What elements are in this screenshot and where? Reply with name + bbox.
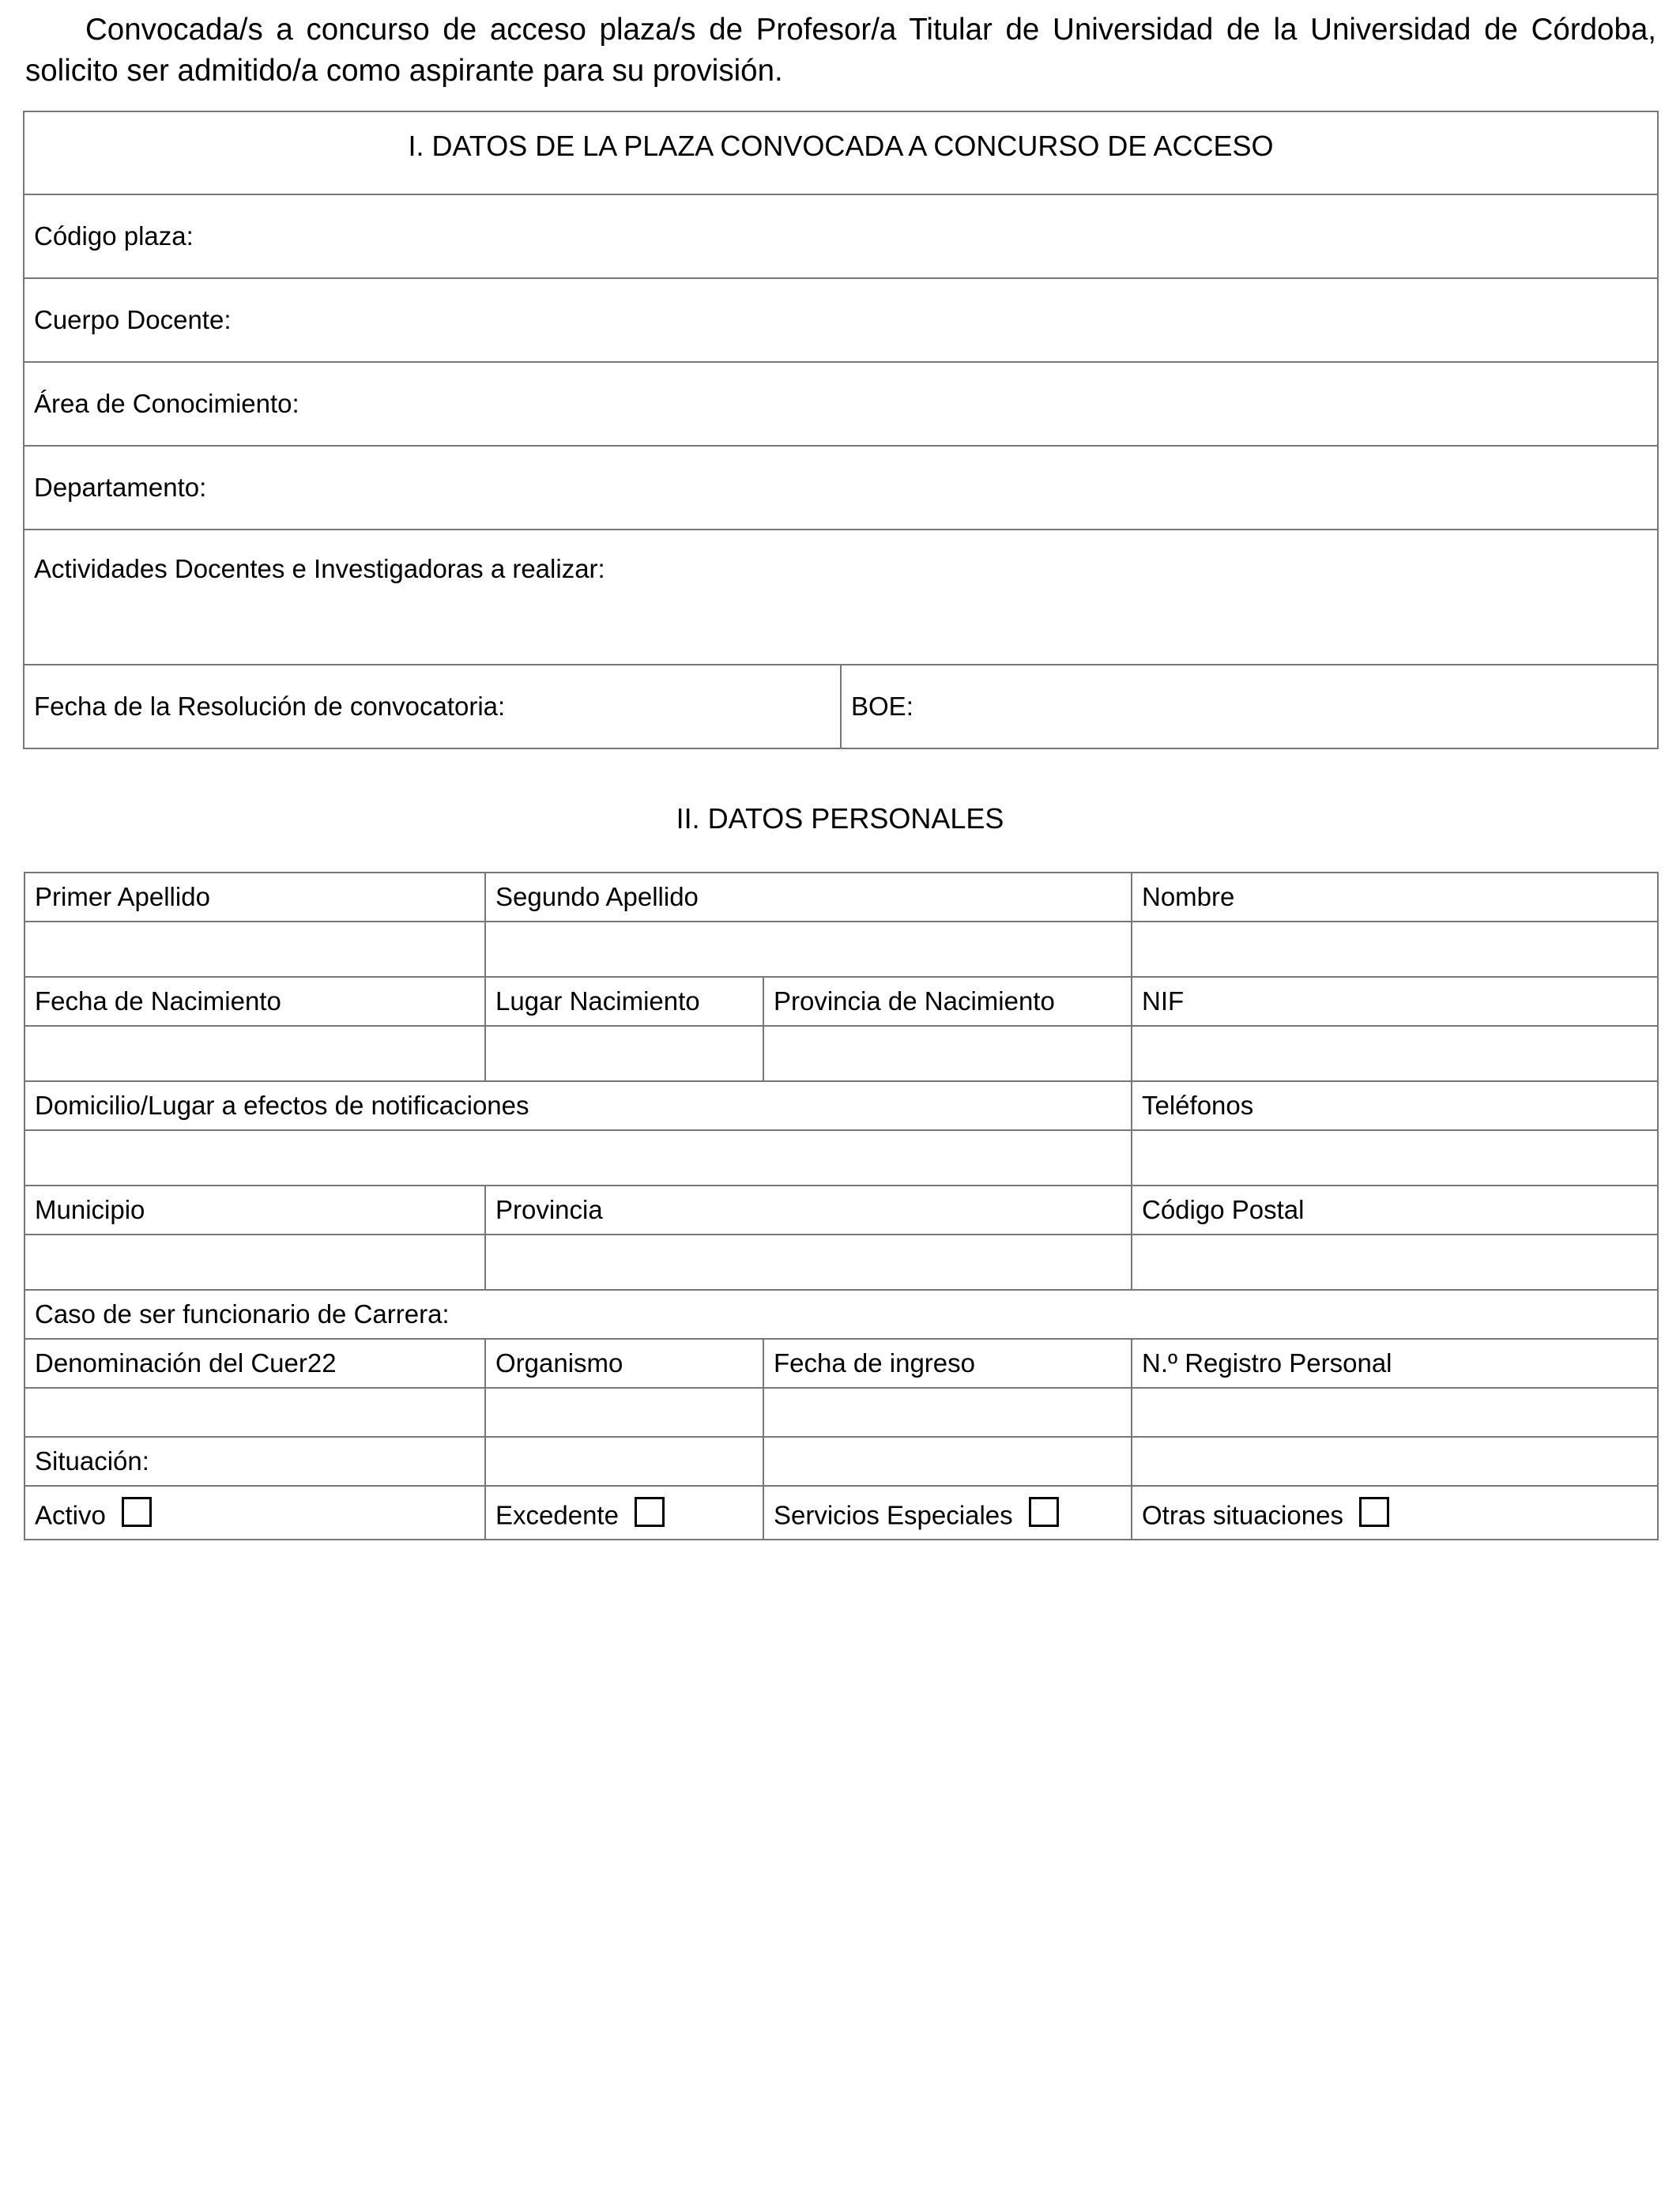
departamento-field[interactable]: Departamento: — [24, 446, 1658, 530]
lugar-nacimiento-input[interactable] — [485, 1026, 763, 1081]
servicios-especiales-label: Servicios Especiales — [774, 1500, 1013, 1530]
option-otras-situaciones — [1132, 1486, 1658, 1540]
provincia-label: Provincia — [485, 1186, 1132, 1235]
provincia-nacimiento-input[interactable] — [763, 1026, 1132, 1081]
actividades-field[interactable]: Actividades Docentes e Investigadoras a realizar: — [24, 530, 1658, 665]
situacion-label: Situación: — [24, 1437, 485, 1486]
denominacion-cuerpo-label: Denominación del Cuer22 — [24, 1339, 485, 1388]
lugar-nacimiento-label: Lugar Nacimiento — [485, 977, 763, 1026]
registro-personal-label: N.º Registro Personal — [1132, 1339, 1658, 1388]
fecha-resolucion-field[interactable]: Fecha de la Resolución de convocatoria: — [24, 665, 841, 748]
fecha-ingreso-label: Fecha de ingreso — [763, 1339, 1132, 1388]
segundo-apellido-label: Segundo Apellido — [485, 873, 1132, 922]
option-excedente — [485, 1486, 763, 1540]
telefonos-input[interactable] — [1132, 1130, 1658, 1186]
domicilio-input[interactable] — [24, 1130, 1132, 1186]
area-conocimiento-field[interactable]: Área de Conocimiento: — [24, 362, 1658, 446]
primer-apellido-input[interactable] — [24, 922, 485, 977]
otras-situaciones-label: Otras situaciones — [1142, 1500, 1343, 1530]
organismo-label: Organismo — [485, 1339, 763, 1388]
provincia-nacimiento-label: Provincia de Nacimiento — [763, 977, 1132, 1026]
municipio-label: Municipio — [24, 1186, 485, 1235]
provincia-input[interactable] — [485, 1235, 1132, 1290]
section2-title: II. DATOS PERSONALES — [676, 802, 1004, 835]
nombre-input[interactable] — [1132, 922, 1658, 977]
situacion-blank-cell — [1132, 1437, 1658, 1486]
registro-personal-input[interactable] — [1132, 1388, 1658, 1437]
codigo-postal-input[interactable] — [1132, 1235, 1658, 1290]
nombre-label: Nombre — [1132, 873, 1658, 922]
section1-title: I. DATOS DE LA PLAZA CONVOCADA A CONCURSO DE ACCESO — [24, 111, 1658, 194]
denominacion-cuerpo-input[interactable] — [24, 1388, 485, 1437]
servicios-especiales-checkbox[interactable] — [1029, 1497, 1059, 1527]
situacion-blank-cell — [485, 1437, 763, 1486]
segundo-apellido-input[interactable] — [485, 922, 1132, 977]
option-activo — [24, 1486, 485, 1540]
primer-apellido-label: Primer Apellido — [24, 873, 485, 922]
domicilio-label: Domicilio/Lugar a efectos de notificaciones — [24, 1081, 1132, 1130]
activo-label: Activo — [35, 1500, 106, 1530]
municipio-input[interactable] — [24, 1235, 485, 1290]
nif-label: NIF — [1132, 977, 1658, 1026]
codigo-postal-label: Código Postal — [1132, 1186, 1658, 1235]
intro-paragraph: Convocada/s a concurso de acceso plaza/s de Profesor/a Titular de Universidad de la Universidad de Córdoba, solicito ser admitido/a como aspirante para su provisión. — [25, 13, 1656, 88]
boe-field[interactable]: BOE: — [841, 665, 1658, 748]
otras-situaciones-checkbox[interactable] — [1359, 1497, 1389, 1527]
fecha-ingreso-input[interactable] — [763, 1388, 1132, 1437]
fecha-nacimiento-label: Fecha de Nacimiento — [24, 977, 485, 1026]
activo-checkbox[interactable] — [122, 1497, 152, 1527]
option-servicios-especiales — [763, 1486, 1132, 1540]
plaza-data-table — [23, 111, 1659, 749]
personal-data-table — [24, 872, 1659, 1540]
organismo-input[interactable] — [485, 1388, 763, 1437]
telefonos-label: Teléfonos — [1132, 1081, 1658, 1130]
excedente-label: Excedente — [495, 1500, 619, 1530]
caso-funcionario-label: Caso de ser funcionario de Carrera: — [24, 1290, 1658, 1339]
excedente-checkbox[interactable] — [635, 1497, 665, 1527]
situacion-blank-cell — [763, 1437, 1132, 1486]
cuerpo-docente-field[interactable]: Cuerpo Docente: — [24, 278, 1658, 362]
codigo-plaza-field[interactable]: Código plaza: — [24, 194, 1658, 278]
fecha-nacimiento-input[interactable] — [24, 1026, 485, 1081]
nif-input[interactable] — [1132, 1026, 1658, 1081]
